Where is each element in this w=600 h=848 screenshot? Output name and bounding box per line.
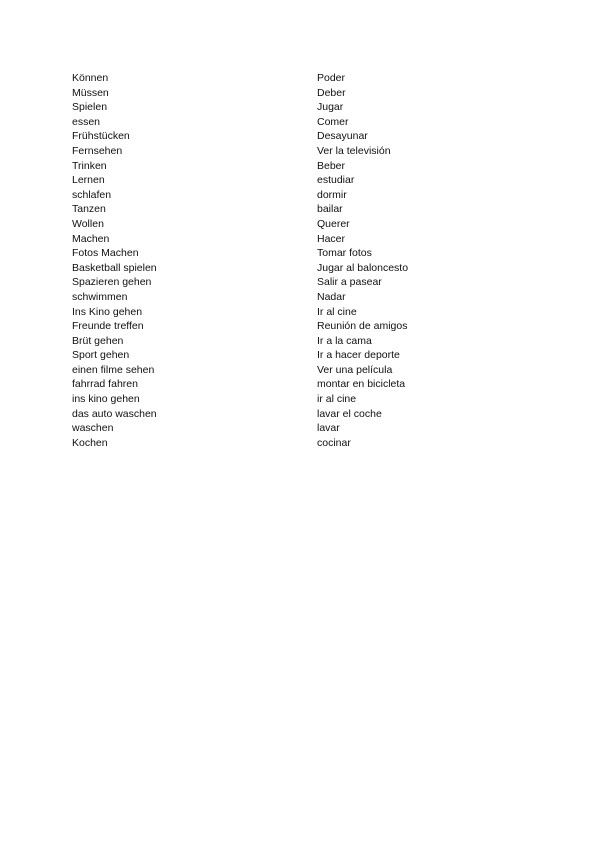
vocab-row (72, 246, 532, 261)
german-term: Sport gehen (72, 349, 130, 362)
vocab-row (72, 290, 532, 305)
vocab-row (72, 86, 532, 101)
spanish-term: estudiar (317, 174, 355, 187)
spanish-term: Beber (317, 159, 346, 172)
vocab-row (72, 363, 532, 378)
german-term: Fotos Machen (72, 247, 139, 260)
spanish-term: Ir a la cama (317, 334, 372, 347)
german-term: schlafen (72, 188, 112, 201)
german-term: Brüt gehen (72, 334, 124, 347)
vocab-row (72, 115, 532, 130)
spanish-term: Jugar al baloncesto (317, 261, 409, 274)
german-term: Wollen (72, 217, 104, 230)
vocab-row (72, 217, 532, 232)
spanish-term: Salir a pasear (317, 276, 382, 289)
spanish-term: Ir a hacer deporte (317, 349, 400, 362)
vocab-row (72, 275, 532, 290)
german-term: schwimmen (72, 290, 128, 303)
vocab-row (72, 159, 532, 174)
german-term: Basketball spielen (72, 261, 157, 274)
vocab-row (72, 392, 532, 407)
german-term: Lernen (72, 174, 105, 187)
german-term: essen (72, 115, 101, 128)
spanish-term: Nadar (317, 290, 346, 303)
spanish-term: Ver una película (317, 363, 393, 376)
vocab-row (72, 407, 532, 422)
german-term: einen filme sehen (72, 363, 155, 376)
german-term: Frühstücken (72, 130, 130, 143)
spanish-term: cocinar (317, 436, 351, 449)
spanish-term: montar en bicicleta (317, 378, 406, 391)
spanish-term: ir al cine (317, 393, 357, 406)
vocab-row (72, 188, 532, 203)
vocab-row (72, 261, 532, 276)
german-term: ins kino gehen (72, 393, 140, 406)
spanish-term: Deber (317, 86, 346, 99)
spanish-term: Hacer (317, 232, 346, 245)
german-term: das auto waschen (72, 407, 157, 420)
spanish-term: lavar el coche (317, 407, 382, 420)
spanish-term: Ir al cine (317, 305, 357, 318)
vocab-row (72, 334, 532, 349)
spanish-term: Comer (317, 115, 349, 128)
german-term: Müssen (72, 86, 109, 99)
vocab-row (72, 348, 532, 363)
vocab-row (72, 319, 532, 334)
vocab-row (72, 202, 532, 217)
spanish-term: Tomar fotos (317, 247, 372, 260)
german-term: Machen (72, 232, 110, 245)
spanish-term: Reunión de amigos (317, 320, 408, 333)
spanish-term: Querer (317, 217, 350, 230)
german-term: waschen (72, 422, 114, 435)
german-term: Spielen (72, 101, 108, 114)
vocab-row (72, 377, 532, 392)
spanish-term: dormir (317, 188, 347, 201)
vocab-row (72, 100, 532, 115)
spanish-term: Jugar (317, 101, 344, 114)
german-term: fahrrad fahren (72, 378, 138, 391)
vocab-row (72, 436, 532, 451)
german-term: Tanzen (72, 203, 106, 216)
german-term: Fernsehen (72, 144, 123, 157)
vocab-row (72, 71, 532, 86)
german-term: Können (72, 72, 109, 84)
vocab-row (72, 144, 532, 159)
german-term: Spazieren gehen (72, 276, 152, 289)
vocabulary-list (72, 71, 532, 450)
german-term: Ins Kino gehen (72, 305, 143, 318)
german-term: Trinken (72, 159, 107, 172)
vocab-row (72, 173, 532, 188)
spanish-term: Desayunar (317, 130, 368, 143)
spanish-term: Poder (317, 72, 346, 84)
spanish-term: lavar (317, 422, 340, 435)
vocab-row (72, 305, 532, 320)
german-term: Kochen (72, 436, 108, 449)
spanish-term: Ver la televisión (317, 144, 391, 157)
vocab-row (72, 421, 532, 436)
german-term: Freunde treffen (72, 320, 144, 333)
spanish-term: bailar (317, 203, 343, 216)
vocab-row (72, 129, 532, 144)
vocab-row (72, 232, 532, 247)
